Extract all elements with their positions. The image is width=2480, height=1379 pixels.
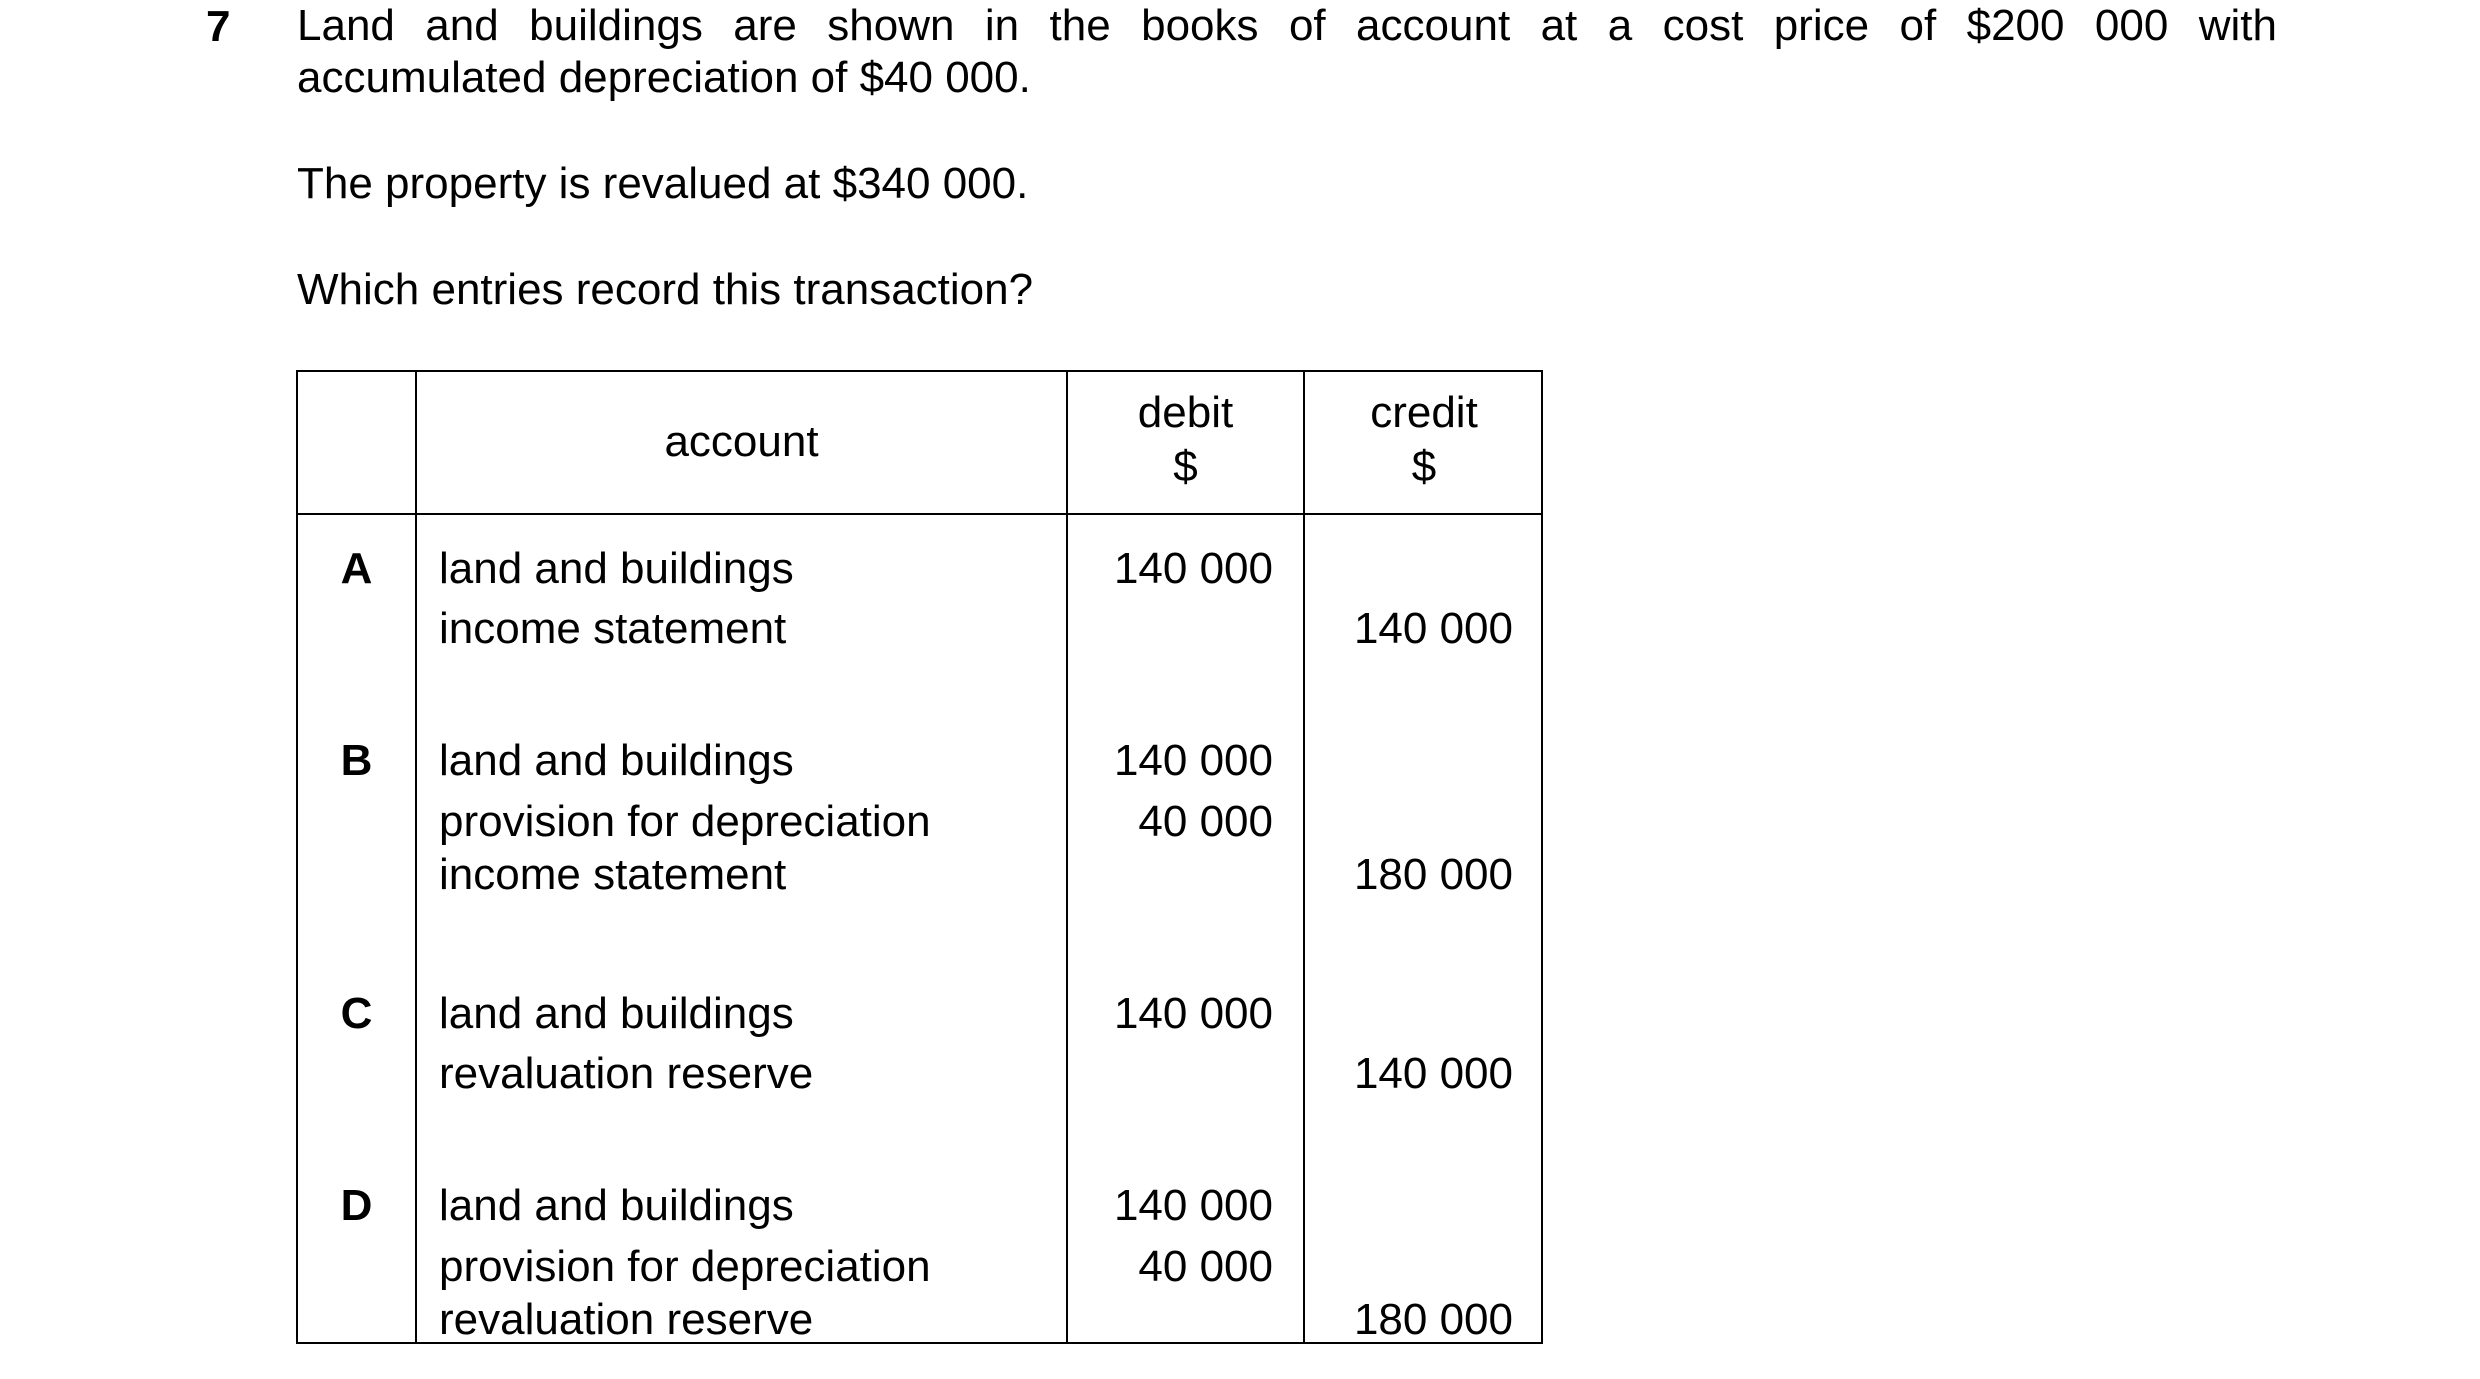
option-a-account-2: income statement	[439, 604, 787, 653]
option-a-debit-1: 140 000	[1113, 544, 1273, 593]
option-a-account-1: land and buildings	[439, 544, 794, 593]
option-d-account-1: land and buildings	[439, 1181, 794, 1230]
option-d-account-3: revaluation reserve	[439, 1295, 814, 1344]
option-c-account-2: revaluation reserve	[439, 1049, 814, 1098]
option-c-debit-1: 140 000	[1113, 989, 1273, 1038]
header-credit-unit: $	[1411, 442, 1437, 491]
option-b-debit-2: 40 000	[1138, 797, 1273, 846]
question-stem-line-2: accumulated depreciation of $40 000.	[297, 53, 1031, 102]
option-b-account-2: provision for depreciation	[439, 797, 931, 846]
option-b-letter: B	[340, 736, 373, 785]
option-b-account-1: land and buildings	[439, 736, 794, 785]
question-revaluation-text: The property is revalued at $340 000.	[297, 159, 1029, 208]
question-stem-line-1: Land and buildings are shown in the books of account at a cost price of $200 000 with	[297, 1, 2277, 50]
option-b-credit-3: 180 000	[1353, 850, 1513, 899]
option-b-debit-1: 140 000	[1113, 736, 1273, 785]
option-d-debit-2: 40 000	[1138, 1242, 1273, 1291]
table-header-divider	[298, 513, 1541, 515]
option-d-debit-1: 140 000	[1113, 1181, 1273, 1230]
header-debit: debit	[1137, 388, 1234, 437]
option-a-credit-2: 140 000	[1353, 604, 1513, 653]
option-c-letter: C	[340, 989, 373, 1038]
header-debit-unit: $	[1173, 442, 1198, 491]
option-d-letter: D	[340, 1181, 373, 1230]
table-divider-account	[1066, 372, 1068, 1342]
question-prompt: Which entries record this transaction?	[297, 265, 1034, 314]
option-d-account-2: provision for depreciation	[439, 1242, 931, 1291]
table-divider-letter	[415, 372, 417, 1342]
table-divider-debit	[1303, 372, 1305, 1342]
option-b-account-3: income statement	[439, 850, 787, 899]
option-d-credit-3: 180 000	[1353, 1295, 1513, 1344]
question-number: 7	[206, 2, 231, 51]
option-c-credit-2: 140 000	[1353, 1049, 1513, 1098]
option-c-account-1: land and buildings	[439, 989, 794, 1038]
header-credit: credit	[1370, 388, 1478, 437]
answer-table	[296, 370, 1543, 1344]
option-a-letter: A	[340, 544, 373, 593]
header-account: account	[664, 417, 819, 466]
